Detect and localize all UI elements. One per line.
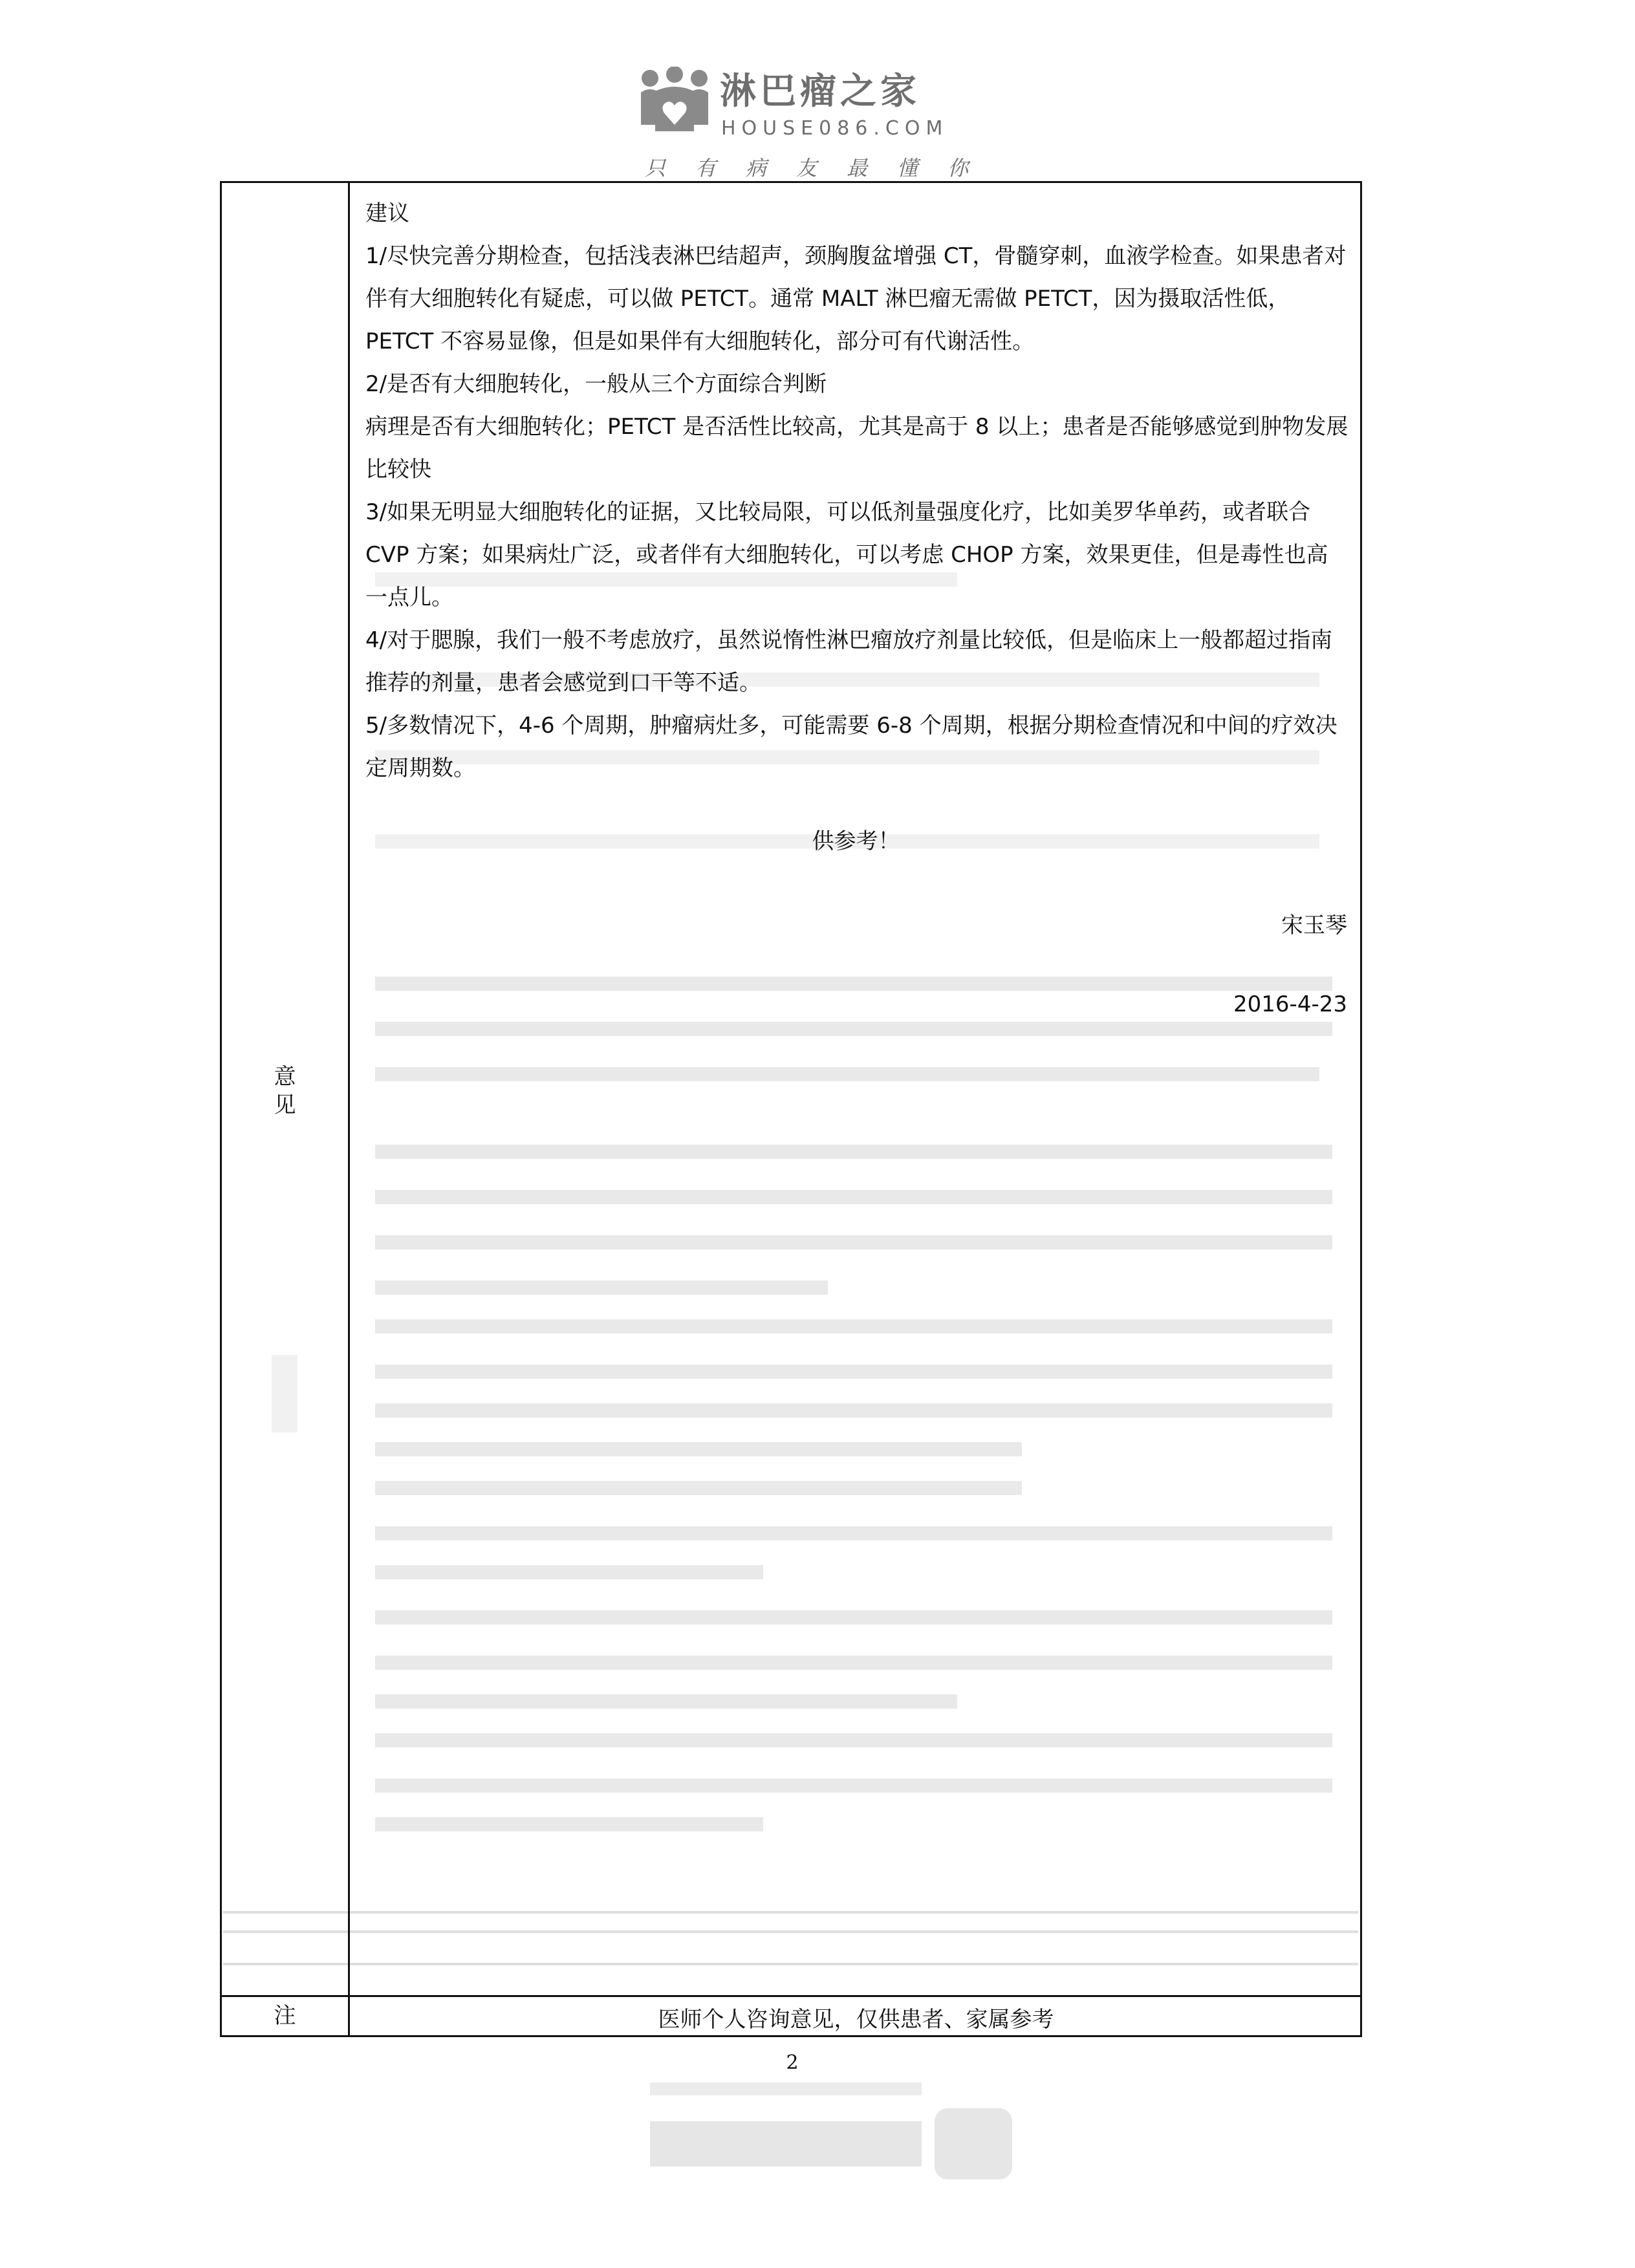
doctor-signature: 宋玉琴 (1281, 913, 1347, 938)
advice-item-5: 5/多数情况下，4-6 个周期，肿瘤病灶多，可能需要 6-8 个周期，根据分期检查情况和中间的疗效决定周期数。 (365, 713, 1337, 781)
bleed-through-logo (631, 2069, 1012, 2199)
signature-date: 2016-4-23 (1233, 991, 1347, 1017)
advice-heading: 建议 (365, 200, 409, 226)
row-divider (222, 1995, 1360, 1997)
advice-item-3: 3/如果无明显大细胞转化的证据，又比较局限，可以低剂量强度化疗，比如美罗华单药，或者联合 CVP 方案；如果病灶广泛，或者伴有大细胞转化，可以考虑 CHOP 方案，效果更佳，但是毒性也高一点儿。 (365, 499, 1328, 610)
disclaimer-note: 医师个人咨询意见，仅供患者、家属参考 (658, 2007, 1054, 2033)
opinion-label: 意 见 (274, 1064, 296, 1118)
closing-text: 供参考！ (812, 828, 900, 854)
brand-domain: HOUSE086.COM (721, 117, 949, 140)
note-label: 注 (274, 2003, 296, 2029)
opinion-table (220, 181, 1362, 2037)
advice-item-2: 2/是否有大细胞转化，一般从三个方面综合判断 (365, 371, 827, 397)
advice-item-4: 4/对于腮腺，我们一般不考虑放疗，虽然说惰性淋巴瘤放疗剂量比较低，但是临床上一般都超过指南推荐的剂量，患者会感觉到口干等不适。 (365, 627, 1333, 696)
people-heart-icon (636, 67, 713, 138)
advice-item-1: 1/尽快完善分期检查，包括浅表淋巴结超声，颈胸腹盆增强 CT，骨髓穿刺，血液学检查。如果患者对伴有大细胞转化有疑虑，可以做 PETCT。通常 MALT 淋巴瘤无需做 PETCT，因为摄取活性低，PETCT 不容易显像，但是如果伴有大细胞转化，部分可有代谢活性。 (365, 243, 1347, 354)
column-divider (348, 183, 350, 2035)
brand-slogan: 只有病友最懂你 (644, 156, 998, 180)
advice-body (365, 192, 1348, 790)
advice-item-2-detail: 病理是否有大细胞转化；PETCT 是否活性比较高，尤其是高于 8 以上；患者是否能够感觉到肿物发展比较快 (365, 414, 1348, 482)
brand-logo (631, 61, 1012, 184)
page-number: 2 (786, 2051, 799, 2074)
brand-title: 淋巴瘤之家 (720, 70, 920, 113)
